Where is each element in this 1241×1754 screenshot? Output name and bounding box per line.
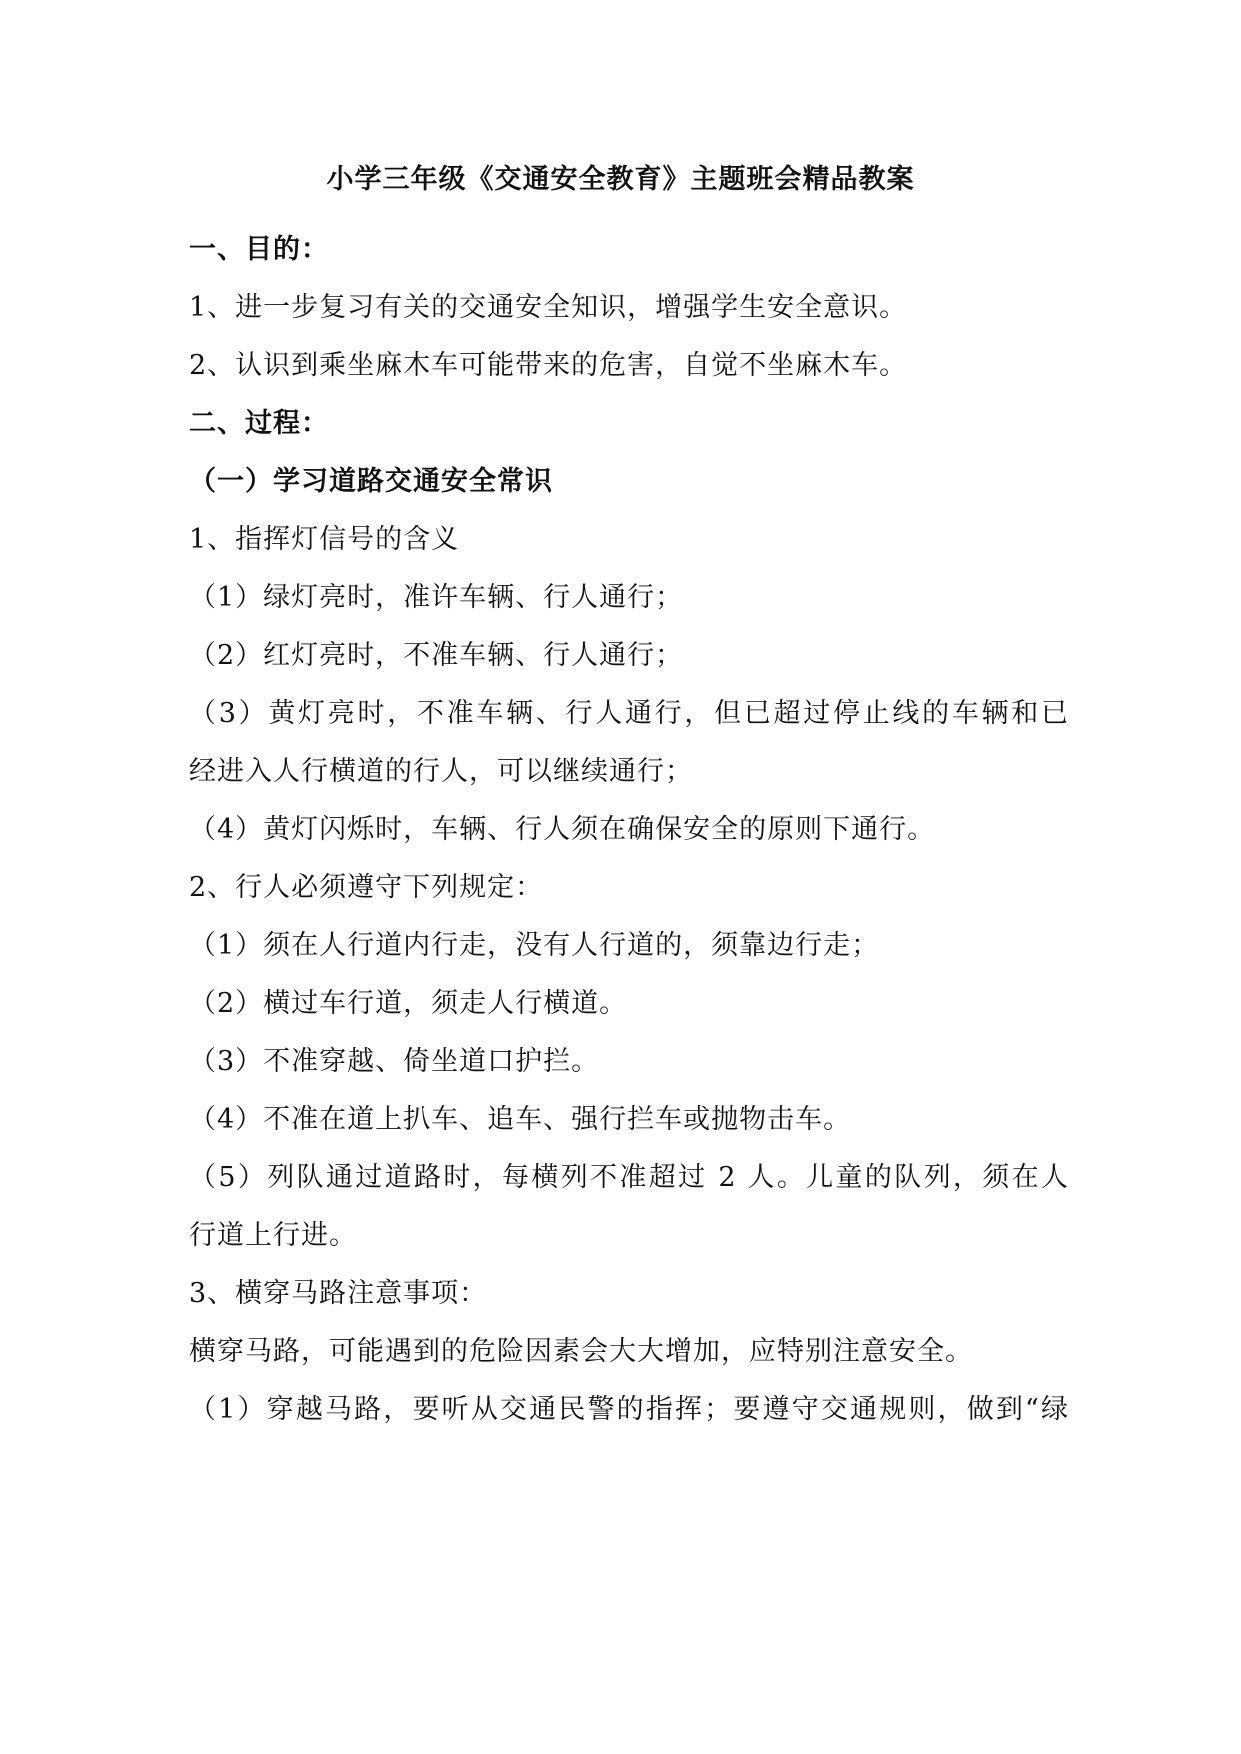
- document-title: 小学三年级《交通安全教育》主题班会精品教案: [326, 164, 915, 195]
- section-signal-lights: 1、指挥灯信号的含义: [189, 524, 460, 555]
- purpose-item-2: 2、认识到乘坐麻木车可能带来的危害，自觉不坐麻木车。: [189, 350, 908, 381]
- signal-item-red: （2）红灯亮时，不准车辆、行人通行；: [189, 640, 684, 671]
- signal-item-yellow-cont: 经进入人行横道的行人，可以继续通行；: [189, 756, 693, 787]
- purpose-item-1: 1、进一步复习有关的交通安全知识，增强学生安全意识。: [189, 292, 908, 323]
- pedestrian-rule-4: （4）不准在道上扒车、追车、强行拦车或抛物击车。: [189, 1104, 852, 1135]
- pedestrian-rule-2: （2）横过车行道，须走人行横道。: [189, 988, 628, 1019]
- signal-item-green: （1）绿灯亮时，准许车辆、行人通行；: [189, 582, 684, 613]
- signal-item-yellow-flash: （4）黄灯闪烁时，车辆、行人须在确保安全的原则下通行。: [189, 814, 936, 845]
- section-pedestrian-rules: 2、行人必须遵守下列规定：: [189, 872, 544, 903]
- crossing-intro: 横穿马路，可能遇到的危险因素会大大增加，应特别注意安全。: [189, 1336, 973, 1367]
- pedestrian-rule-5-cont: 行道上行进。: [189, 1220, 357, 1251]
- section-crossing-notes: 3、横穿马路注意事项：: [189, 1278, 488, 1309]
- subheading-traffic-knowledge: （一）学习道路交通安全常识: [189, 466, 553, 497]
- heading-process: 二、过程：: [189, 408, 329, 439]
- pedestrian-rule-5: （5）列队通过道路时，每横列不准超过 2 人。儿童的队列，须在人: [189, 1162, 1069, 1193]
- pedestrian-rule-3: （3）不准穿越、倚坐道口护拦。: [189, 1046, 600, 1077]
- pedestrian-rule-1: （1）须在人行道内行走，没有人行道的，须靠边行走；: [189, 930, 880, 961]
- heading-purpose: 一、目的：: [189, 234, 329, 265]
- signal-item-yellow: （3）黄灯亮时，不准车辆、行人通行，但已超过停止线的车辆和已: [189, 698, 1069, 729]
- crossing-item-1: （1）穿越马路，要听从交通民警的指挥；要遵守交通规则，做到“绿: [189, 1394, 1069, 1425]
